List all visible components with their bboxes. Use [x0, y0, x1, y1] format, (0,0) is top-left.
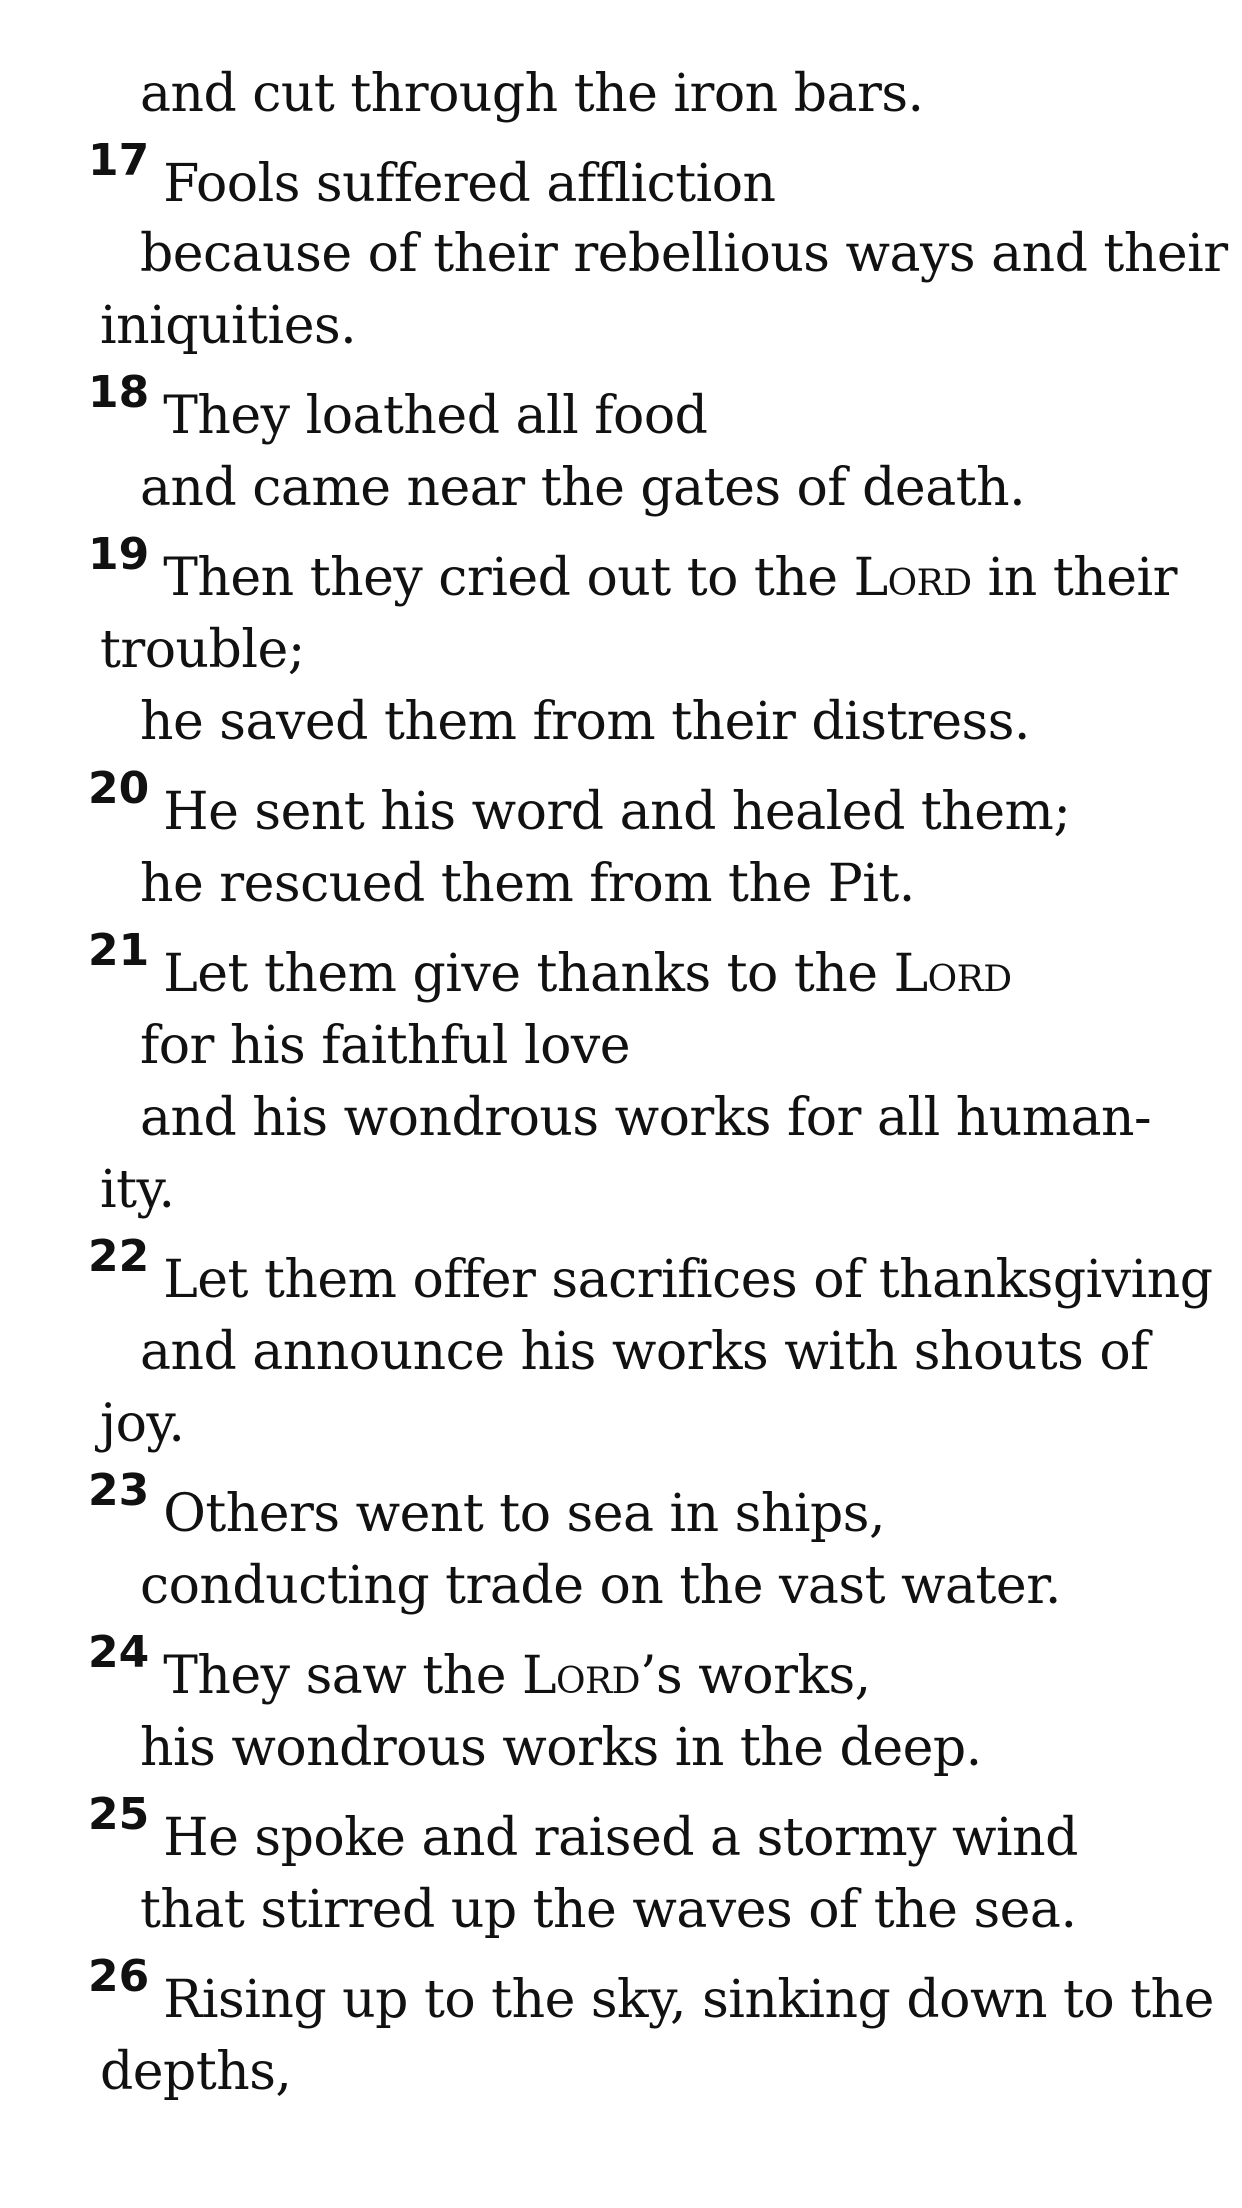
- line-text: joy.: [100, 1394, 185, 1454]
- verse-17: [88, 135, 776, 223]
- verse-21: [88, 925, 1012, 1013]
- verse-20-line-2: [140, 848, 915, 920]
- verse-23-line-2: [140, 1550, 1061, 1622]
- line-text: He sent his word and healed them;: [163, 782, 1071, 842]
- line-text: They saw the: [163, 1646, 523, 1706]
- verse-21-line-2: [140, 1010, 630, 1082]
- divine-name: Lord: [522, 1646, 641, 1706]
- line-text: ’s works,: [640, 1646, 871, 1706]
- line-text: because of their rebellious ways and their: [140, 224, 1228, 284]
- verse-number: 20: [88, 763, 150, 814]
- verse-19-line-2: [100, 614, 305, 686]
- verse-21-line-3: [140, 1082, 1151, 1154]
- line-text: They loathed all food: [163, 386, 708, 446]
- line-text: he saved them from their distress.: [140, 692, 1030, 752]
- line-text: his wondrous works in the deep.: [140, 1718, 982, 1778]
- line-text: and cut through the iron bars.: [140, 64, 924, 124]
- line-text: for his faithful love: [140, 1016, 631, 1076]
- verse-number: 26: [88, 1951, 150, 2002]
- verse-26: [88, 1951, 1214, 2039]
- line-text: iniquities.: [100, 296, 357, 356]
- verse-number: 18: [88, 367, 150, 418]
- verse-number: 21: [88, 925, 150, 976]
- verse-number: 19: [88, 529, 150, 580]
- line-text: trouble;: [100, 620, 305, 680]
- line-text: he rescued them from the Pit.: [140, 854, 915, 914]
- verse-24-line-2: [140, 1712, 982, 1784]
- line-text: Let them give thanks to the: [163, 944, 894, 1004]
- verse-19: [88, 529, 1177, 617]
- divine-name: Lord: [893, 944, 1012, 1004]
- line-text: depths,: [100, 2042, 292, 2102]
- divine-name: Lord: [853, 548, 972, 608]
- line-text: ity.: [100, 1160, 175, 1220]
- line-text: and came near the gates of death.: [140, 458, 1026, 518]
- line-text: Others went to sea in ships,: [163, 1484, 885, 1544]
- verse-22-line-2: [140, 1316, 1149, 1388]
- verse-16-continuation: [140, 58, 924, 130]
- verse-24: [88, 1627, 871, 1715]
- verse-23: [88, 1465, 885, 1553]
- verse-17-line-3: [100, 290, 356, 362]
- line-text: and announce his works with shouts of: [140, 1322, 1149, 1382]
- line-text: Fools suffered affliction: [163, 154, 776, 214]
- line-text: He spoke and raised a stormy wind: [163, 1808, 1078, 1868]
- verse-22-line-3: [100, 1388, 184, 1460]
- line-text: in their: [971, 548, 1177, 608]
- verse-25-line-2: [140, 1874, 1076, 1946]
- verse-21-line-4: [100, 1154, 175, 1226]
- line-text: Rising up to the sky, sinking down to the: [163, 1970, 1214, 2030]
- verse-17-line-2: [140, 218, 1228, 290]
- verse-18: [88, 367, 708, 455]
- verse-number: 24: [88, 1627, 150, 1678]
- line-text: Then they cried out to the: [163, 548, 854, 608]
- line-text: conducting trade on the vast water.: [140, 1556, 1061, 1616]
- verse-19-line-3: [140, 686, 1030, 758]
- verse-number: 23: [88, 1465, 150, 1516]
- verse-25: [88, 1789, 1078, 1877]
- line-text: Let them offer sacrifices of thanksgiving: [163, 1250, 1213, 1310]
- verse-26-line-2: [100, 2036, 291, 2108]
- verse-22: [88, 1231, 1213, 1319]
- verse-number: 17: [88, 135, 150, 186]
- line-text: and his wondrous works for all human-: [140, 1088, 1152, 1148]
- verse-number: 22: [88, 1231, 150, 1282]
- verse-18-line-2: [140, 452, 1025, 524]
- line-text: that stirred up the waves of the sea.: [140, 1880, 1077, 1940]
- verse-20: [88, 763, 1071, 851]
- verse-number: 25: [88, 1789, 150, 1840]
